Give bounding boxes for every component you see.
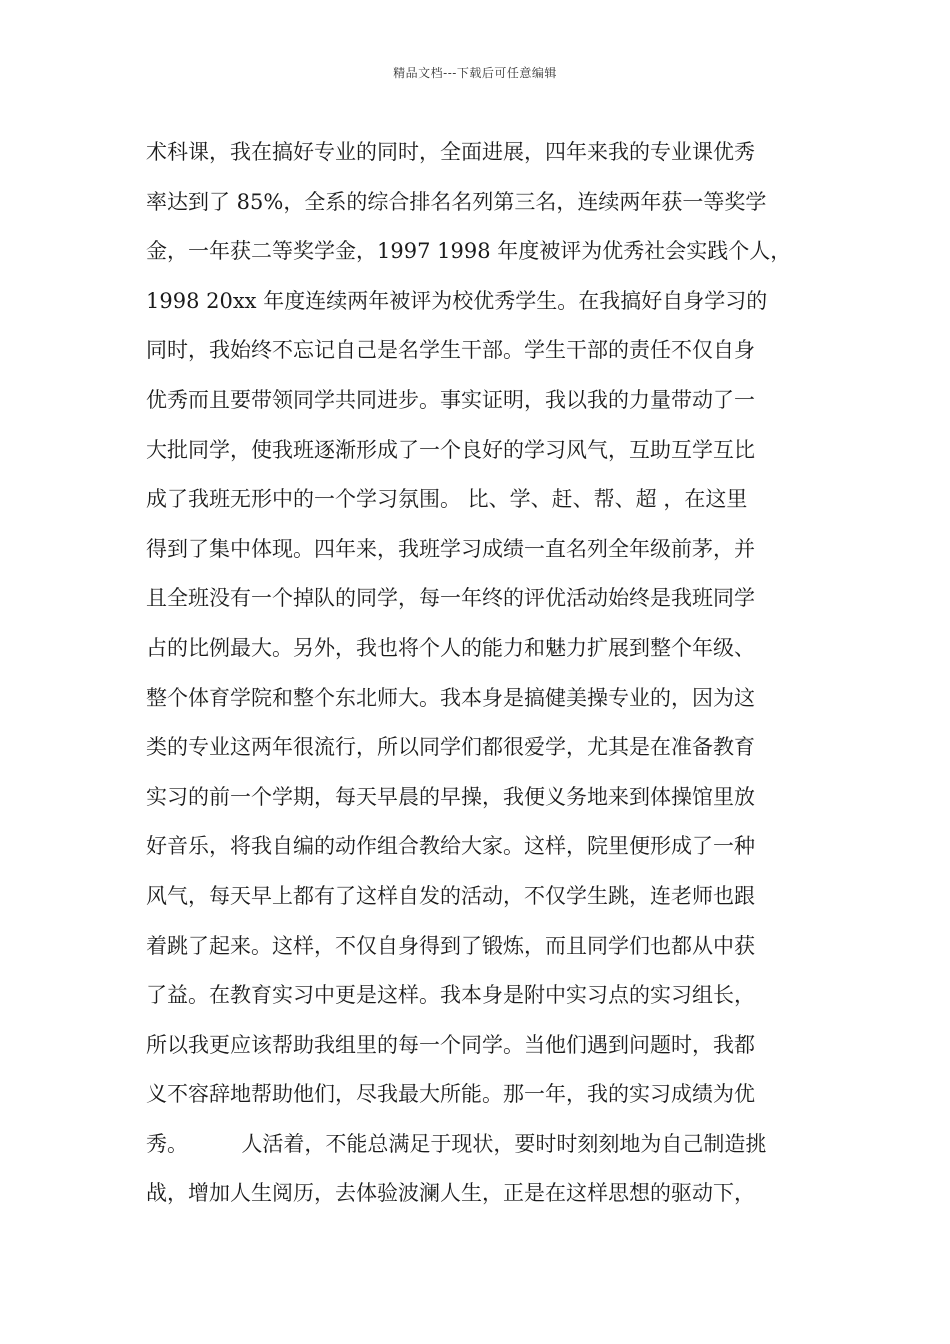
- text-line: 风气，每天早上都有了这样自发的活动，不仅学生跳，连老师也跟: [146, 883, 755, 908]
- text-line: 占的比例最大。另外，我也将个人的能力和魅力扩展到整个年级、: [146, 635, 755, 660]
- text-line: 金，一年获二等奖学金，1997 1998 年度被评为优秀社会实践个人，: [146, 239, 792, 264]
- text-line: 类的专业这两年很流行，所以同学们都很爱学，尤其是在准备教育: [146, 735, 755, 760]
- text-line: 术科课，我在搞好专业的同时，全面进展，四年来我的专业课优秀: [146, 140, 755, 164]
- body-text: [146, 128, 826, 1219]
- page-header: 精品文档---下载后可任意编辑: [393, 66, 557, 80]
- text-line: 战，增加人生阅历，去体验波澜人生，正是在这样思想的驱动下，: [146, 1181, 755, 1206]
- text-line: 且全班没有一个掉队的同学，每一年终的评优活动始终是我班同学: [146, 586, 755, 611]
- text-line: 得到了集中体现。四年来，我班学习成绩一直名列全年级前茅，并: [146, 536, 755, 561]
- text-line: 着跳了起来。这样，不仅自身得到了锻炼，而且同学们也都从中获: [146, 933, 755, 958]
- text-line: 所以我更应该帮助我组里的每一个同学。当他们遇到问题时，我都: [146, 1032, 755, 1057]
- text-line: 大批同学，使我班逐渐形成了一个良好的学习风气，互助互学互比: [146, 437, 755, 462]
- text-line: 整个体育学院和整个东北师大。我本身是搞健美操专业的，因为这: [146, 685, 755, 710]
- text-line: 实习的前一个学期，每天早晨的早操，我便义务地来到体操馆里放: [146, 784, 755, 809]
- text-line: 成了我班无形中的一个学习氛围。 比、学、赶、帮、超 ，在这里: [146, 487, 748, 512]
- text-line: 优秀而且要带领同学共同进步。事实证明，我以我的力量带动了一: [146, 387, 755, 412]
- text-line: 1998 20xx 年度连续两年被评为校优秀学生。在我搞好自身学习的: [146, 288, 768, 313]
- text-line: 义不容辞地帮助他们，尽我最大所能。那一年，我的实习成绩为优: [146, 1082, 755, 1107]
- text-line: 好音乐，将我自编的动作组合教给大家。这样，院里便形成了一种: [146, 834, 755, 859]
- text-line: 了益。在教育实习中更是这样。我本身是附中实习点的实习组长，: [146, 983, 755, 1008]
- text-line: 秀。 人活着，不能总满足于现状，要时时刻刻地为自己制造挑: [146, 1131, 767, 1156]
- text-line: 率达到了 85%，全系的综合排名名列第三名，连续两年获一等奖学: [146, 189, 767, 214]
- text-line: 同时，我始终不忘记自己是名学生干部。学生干部的责任不仅自身: [146, 338, 755, 363]
